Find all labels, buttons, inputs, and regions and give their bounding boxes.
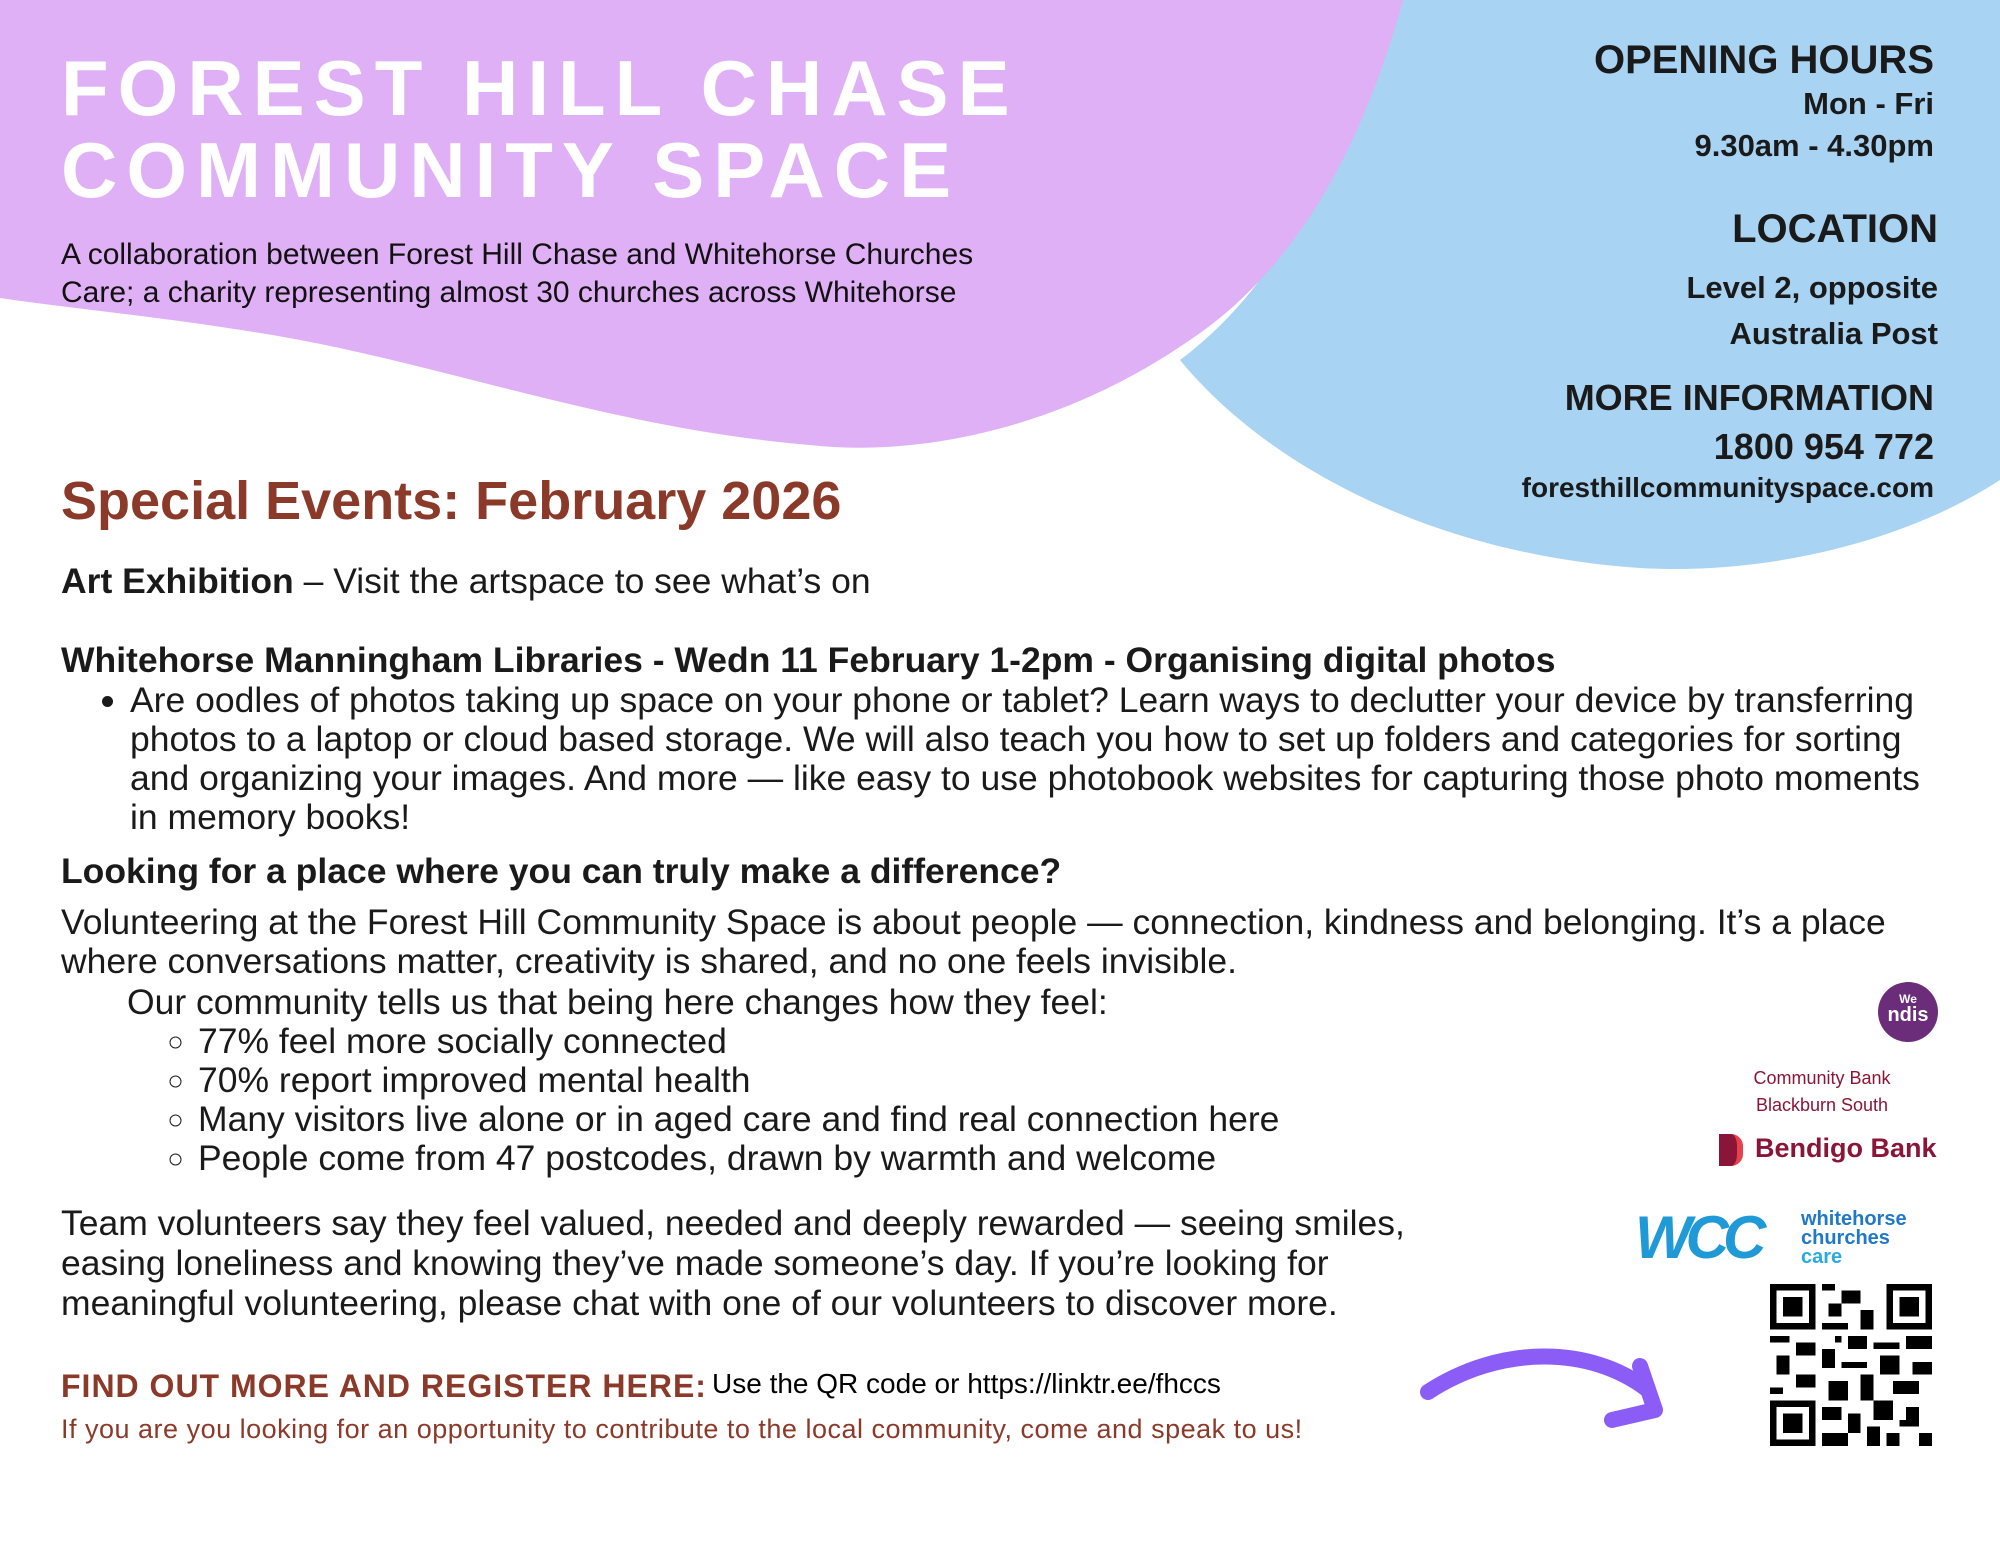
volunteer-paragraph: Volunteering at the Forest Hill Community Space is about people — connection, kindness and belonging. It’s a place where conversations matter, creativity is shared, and no one feels invisible.: [61, 902, 1886, 981]
art-exhibition-title: Art Exhibition: [61, 561, 294, 601]
wcc-line-3: care: [1801, 1246, 1843, 1268]
ndis-text: ndis: [1887, 1004, 1929, 1026]
community-bank-line-1: Community Bank: [1753, 1068, 1891, 1088]
ndis-we: We: [1899, 992, 1917, 1006]
stat-item: ◦ 77% feel more socially connected: [198, 1022, 1568, 1061]
team-paragraph-line-2: easing loneliness and knowing they’ve made someone’s day. If you’re looking for: [61, 1243, 1329, 1283]
bendigo-b-icon: [1719, 1134, 1743, 1166]
team-paragraph-line-3: meaningful volunteering, please chat with one of our volunteers to discover more.: [61, 1283, 1338, 1323]
more-information-heading: MORE INFORMATION: [1564, 377, 1934, 418]
title-line-2: COMMUNITY SPACE: [61, 126, 961, 214]
library-event-description: • Are oodles of photos taking up space on your phone or tablet? Learn ways to declutter your device by transferring photos to a laptop or cloud based storage. We will also teach you how to set up folders and categories for sorting and organizing your images. And more — like easy to use photobook websites for capturing those photo moments in memory books!: [130, 681, 1950, 837]
opening-days: Mon - Fri: [1803, 86, 1934, 121]
arrow-icon: [1428, 1356, 1648, 1392]
title-line-1: FOREST HILL CHASE: [61, 44, 1019, 132]
location-line-1: Level 2, opposite: [1686, 270, 1938, 305]
bendigo-bank-logo: Bendigo Bank: [1755, 1133, 1937, 1163]
art-exhibition-text: – Visit the artspace to see what’s on: [293, 561, 871, 601]
wcc-line-1: whitehorse: [1801, 1208, 1907, 1230]
location-heading: LOCATION: [1732, 207, 1938, 251]
volunteer-stats: [168, 1022, 1568, 1178]
ndis-logo: [1878, 982, 1938, 1042]
opening-hours-heading: OPENING HOURS: [1593, 38, 1934, 82]
wcc-logo: WCC: [1635, 1204, 1761, 1271]
find-out-more-label: FIND OUT MORE AND REGISTER HERE:: [61, 1368, 707, 1404]
website-link[interactable]: foresthillcommunityspace.com: [1521, 472, 1934, 503]
team-paragraph-line-1: Team volunteers say they feel valued, needed and deeply rewarded — seeing smiles,: [61, 1203, 1405, 1243]
stat-item: ◦ 70% report improved mental health: [198, 1061, 1568, 1100]
art-exhibition: [61, 562, 871, 601]
invite-text: If you are you looking for an opportunity to contribute to the local community, come and speak to us!: [61, 1414, 1303, 1444]
stat-item: ◦ Many visitors live alone or in aged care and find real connection here: [198, 1100, 1568, 1139]
location-line-2: Australia Post: [1729, 316, 1938, 351]
subtitle-line-1: A collaboration between Forest Hill Chase and Whitehorse Churches: [61, 238, 974, 271]
volunteer-heading: Looking for a place where you can truly make a difference?: [61, 851, 1062, 891]
volunteer-intro: Our community tells us that being here changes how they feel:: [127, 982, 1108, 1022]
qr-link-text[interactable]: Use the QR code or https://linktr.ee/fhccs: [712, 1368, 1221, 1399]
wcc-line-2: churches: [1801, 1227, 1890, 1249]
opening-hours: 9.30am - 4.30pm: [1694, 128, 1934, 163]
phone-number: 1800 954 772: [1713, 426, 1934, 467]
stat-item: ◦ People come from 47 postcodes, drawn by warmth and welcome: [198, 1139, 1568, 1178]
library-event-list: [100, 681, 1950, 837]
library-event-title: Whitehorse Manningham Libraries - Wedn 11 February 1-2pm - Organising digital photos: [61, 640, 1556, 680]
special-events-heading: Special Events: February 2026: [61, 471, 842, 531]
community-bank-line-2: Blackburn South: [1755, 1095, 1889, 1115]
subtitle-line-2: Care; a charity representing almost 30 churches across Whitehorse: [61, 276, 957, 309]
wcc-text: [1801, 1210, 1907, 1267]
qr-code[interactable]: [1770, 1284, 1932, 1446]
